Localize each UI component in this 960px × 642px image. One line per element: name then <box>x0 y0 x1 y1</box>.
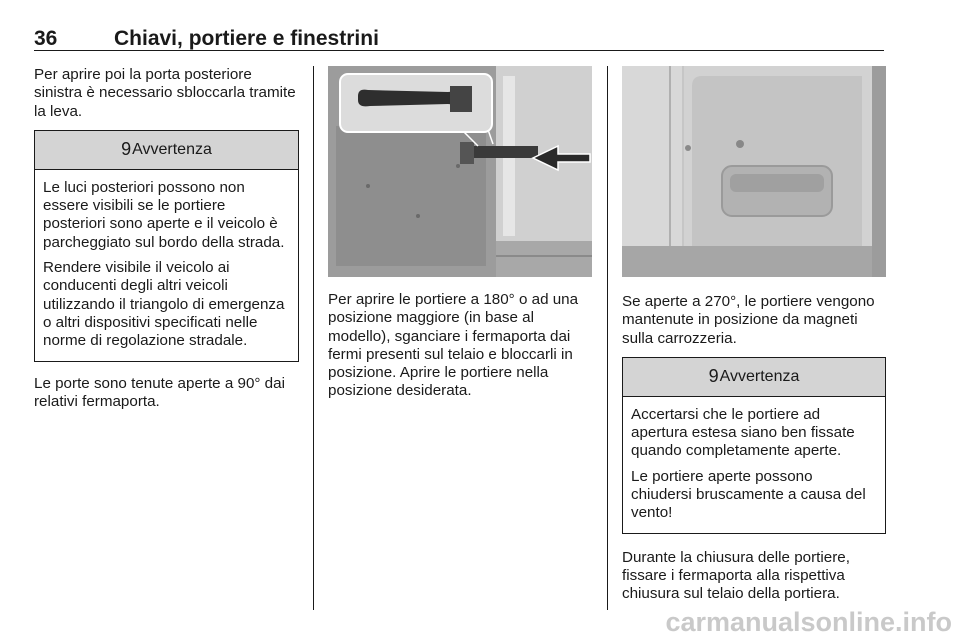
warning-body <box>623 397 885 533</box>
door-stop-photo <box>328 66 592 277</box>
watermark: carmanualsonline.info <box>665 607 952 637</box>
warning-header <box>35 131 298 170</box>
warning-title: Avvertenza <box>719 367 800 385</box>
warning-paragraph: Accertarsi che le portiere ad apertura estesa siano ben fissate quando completamente aperte. <box>631 405 855 460</box>
page-title: Chiavi, portiere e finestrini <box>114 27 379 50</box>
outro-text: Durante la chiusura delle portiere, fissare i fermaporta alla rispettiva chiusura sul telaio della portiera. <box>622 548 850 603</box>
column-divider <box>313 66 314 610</box>
column-right <box>622 66 886 604</box>
warning-box <box>34 130 299 362</box>
warning-paragraph: Le luci posteriori possono non essere visibili se le portiere posteriori sono aperte e il veicolo è parcheggiato sul bordo della strada. <box>43 178 285 251</box>
warning-body <box>35 170 298 361</box>
intro-text: Per aprire poi la porta posteriore sinistra è necessario sbloccarla tramite la leva. <box>34 66 296 120</box>
page-number: 36 <box>34 27 58 50</box>
warning-box <box>622 357 886 534</box>
warning-icon: 9 <box>708 366 719 387</box>
page-header <box>34 22 884 51</box>
warning-header <box>623 358 885 397</box>
column-left <box>34 66 299 411</box>
warning-title: Avvertenza <box>132 140 212 158</box>
door-magnet-photo <box>622 66 886 277</box>
warning-paragraph: Le portiere aperte possono chiudersi bruscamente a causa del vento! <box>631 467 866 522</box>
warning-icon: 9 <box>121 139 132 160</box>
outro-text: Le porte sono tenute aperte a 90° dai relativi fermaporta. <box>34 374 285 410</box>
column-divider <box>607 66 608 610</box>
body-text: Per aprire le portiere a 180° o ad una posizione maggiore (in base al modello), sganciare i fermaporta dai fermi presenti sul telaio e bloccarli in posizione. Aprire le portiere nella posizione desiderata. <box>328 291 579 400</box>
column-middle <box>328 66 592 401</box>
body-text: Se aperte a 270°, le portiere vengono mantenute in posizione da magneti sulla carrozzeria. <box>622 293 875 347</box>
warning-paragraph: Rendere visibile il veicolo ai conducenti degli altri veicoli utilizzando il triangolo di emergenza o altri dispositivi specificati nelle norme di regolazione stradale. <box>43 259 285 350</box>
